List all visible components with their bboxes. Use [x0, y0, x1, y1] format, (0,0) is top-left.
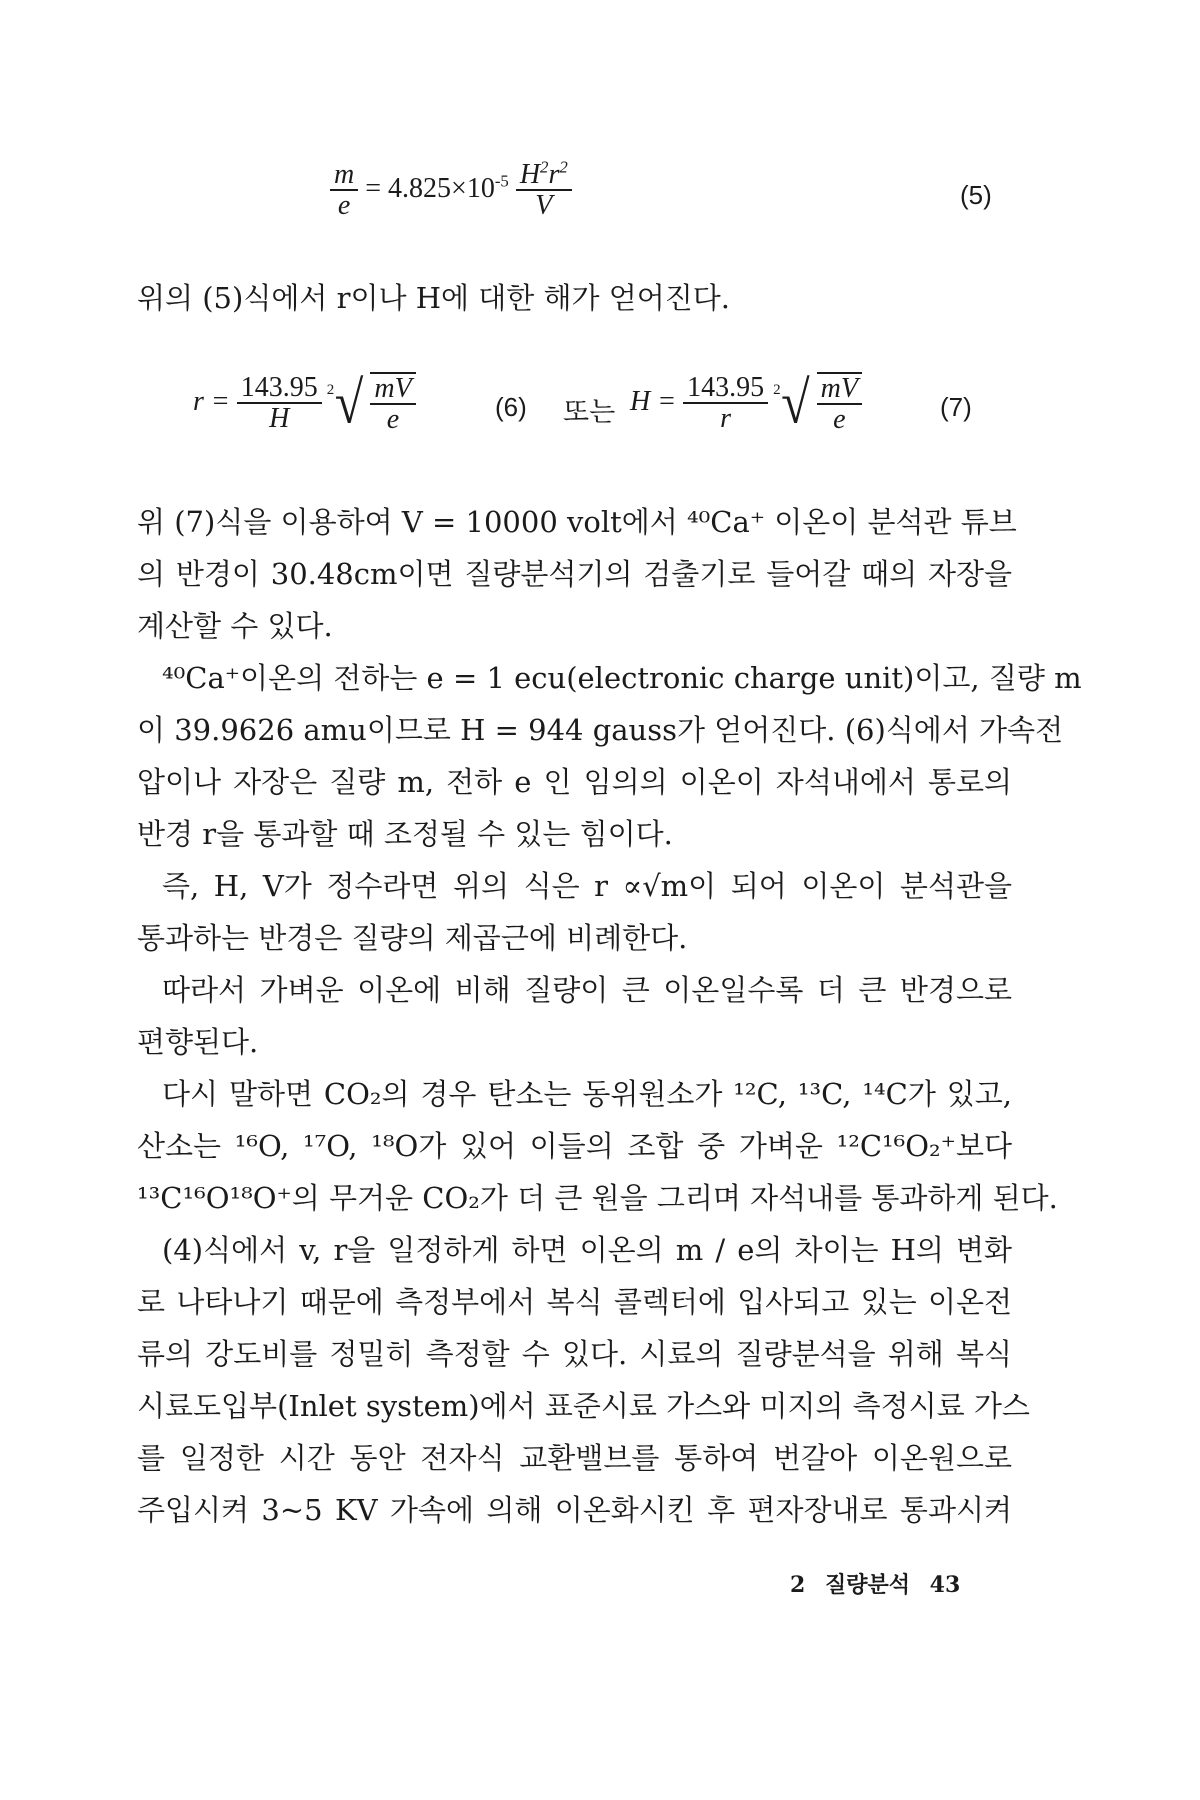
equation-6	[193, 372, 416, 435]
footer-page-number: 43	[929, 1572, 961, 1598]
paragraph-5-line: 산소는 ¹⁶O, ¹⁷O, ¹⁸O가 있어 이들의 조합 중 가벼운 ¹²C¹⁶O₂⁺보다	[137, 1129, 1012, 1163]
eq7-label: (7)	[940, 392, 972, 422]
eq5-rhs-fraction	[516, 157, 572, 222]
eq6-label: (6)	[495, 392, 527, 422]
eq7-fraction	[683, 373, 768, 434]
paragraph-6-line: 를 일정한 시간 동안 전자식 교환밸브를 통하여 번갈아 이온원으로	[137, 1441, 1012, 1475]
eq7-root-fraction	[817, 372, 862, 435]
paragraph-6-line: 시료도입부(Inlet system)에서 표준시료 가스와 미지의 측정시료 가스	[137, 1389, 1030, 1423]
eq6-numerator: 143.95	[240, 372, 318, 403]
eq5-rhs-denominator: V	[516, 189, 572, 220]
footer-chapter-title: 질량분석	[824, 1572, 910, 1598]
footer-chapter-number: 2	[790, 1572, 806, 1598]
eq6-root-numerator: mV	[370, 372, 415, 403]
paragraph-2-line: 이 39.9626 amu이므로 H = 944 gauss가 얻어진다. (6)식에서 가속전	[137, 713, 1064, 747]
eq5-lhs-denominator: e	[330, 189, 358, 220]
paragraph-3-line: 즉, H, V가 정수라면 위의 식은 r ∝√m이 되어 이온이 분석관을	[162, 869, 1012, 903]
eq5-lhs-numerator: m	[334, 159, 355, 190]
eq6-lhs: r =	[193, 385, 230, 417]
paragraph-6-line: (4)식에서 v, r을 일정하게 하면 이온의 m / e의 차이는 H의 변화	[162, 1233, 1012, 1267]
paragraph-4-line: 편향된다.	[137, 1025, 259, 1059]
eq6-root-index: 2	[326, 382, 335, 398]
connector-text: 또는	[563, 397, 616, 428]
eq7-lhs: H =	[630, 385, 677, 417]
paragraph-1-line: 계산할 수 있다.	[137, 609, 333, 643]
eq6-denominator: H	[237, 402, 322, 433]
eq6-root	[326, 370, 416, 437]
eq5-coefficient: = 4.825×10	[365, 172, 495, 204]
paragraph-6-line: 주입시켜 3~5 KV 가속에 의해 이온화시킨 후 편자장내로 통과시켜	[137, 1493, 1012, 1527]
eq7-numerator: 143.95	[687, 372, 765, 403]
equation-5	[330, 157, 572, 222]
eq7-denominator: r	[683, 402, 768, 433]
paragraph-3-line: 통과하는 반경은 질량의 제곱근에 비례한다.	[137, 921, 688, 955]
eq5-rhs-H: H	[519, 159, 541, 190]
equation-7	[630, 372, 862, 435]
sentence-after-eq5: 위의 (5)식에서 r이나 H에 대한 해가 얻어진다.	[137, 281, 730, 315]
paragraph-5-line: 다시 말하면 CO₂의 경우 탄소는 동위원소가 ¹²C, ¹³C, ¹⁴C가 있고,	[162, 1077, 1012, 1111]
eq5-lhs-fraction	[330, 160, 358, 221]
eq5-rhs-H-exp: 2	[540, 157, 549, 177]
eq6-root-denominator: e	[370, 403, 415, 434]
eq5-rhs-numerator	[516, 157, 572, 190]
eq7-root-denominator: e	[817, 403, 862, 434]
eq6-root-fraction	[370, 372, 415, 435]
paragraph-5-line: ¹³C¹⁶O¹⁸O⁺의 무거운 CO₂가 더 큰 원을 그리며 자석내를 통과하게 된다.	[137, 1181, 1058, 1215]
paragraph-1-line: 위 (7)식을 이용하여 V = 10000 volt에서 ⁴⁰Ca⁺ 이온이 분석관 튜브	[137, 505, 1017, 539]
eq5-exponent: -5	[494, 171, 509, 191]
paragraph-4-line: 따라서 가벼운 이온에 비해 질량이 큰 이온일수록 더 큰 반경으로	[162, 973, 1012, 1007]
eq5-rhs-r-exp: 2	[559, 157, 568, 177]
eq7-root-numerator: mV	[817, 372, 862, 403]
eq5-label: (5)	[960, 180, 992, 210]
paragraph-2-line: ⁴⁰Ca⁺이온의 전하는 e = 1 ecu(electronic charge unit)이고, 질량 m	[162, 661, 1082, 695]
paragraph-2-line: 압이나 자장은 질량 m, 전하 e 인 임의의 이온이 자석내에서 통로의	[137, 765, 1012, 799]
radical-icon: √	[334, 370, 364, 437]
eq7-root	[775, 372, 862, 435]
paragraph-6-line: 로 나타나기 때문에 측정부에서 복식 콜렉터에 입사되고 있는 이온전	[137, 1285, 1012, 1319]
eq5-rhs-r: r	[548, 159, 560, 190]
page-footer	[790, 1568, 972, 1599]
radical-icon: √	[781, 370, 810, 437]
paragraph-2-line: 반경 r을 통과할 때 조정될 수 있는 힘이다.	[137, 817, 673, 851]
eq7-root-index: 2	[773, 382, 781, 398]
paragraph-6-line: 류의 강도비를 정밀히 측정할 수 있다. 시료의 질량분석을 위해 복식	[137, 1337, 1012, 1371]
paragraph-1-line: 의 반경이 30.48cm이면 질량분석기의 검출기로 들어갈 때의 자장을	[137, 557, 1012, 591]
eq6-fraction	[237, 373, 322, 434]
